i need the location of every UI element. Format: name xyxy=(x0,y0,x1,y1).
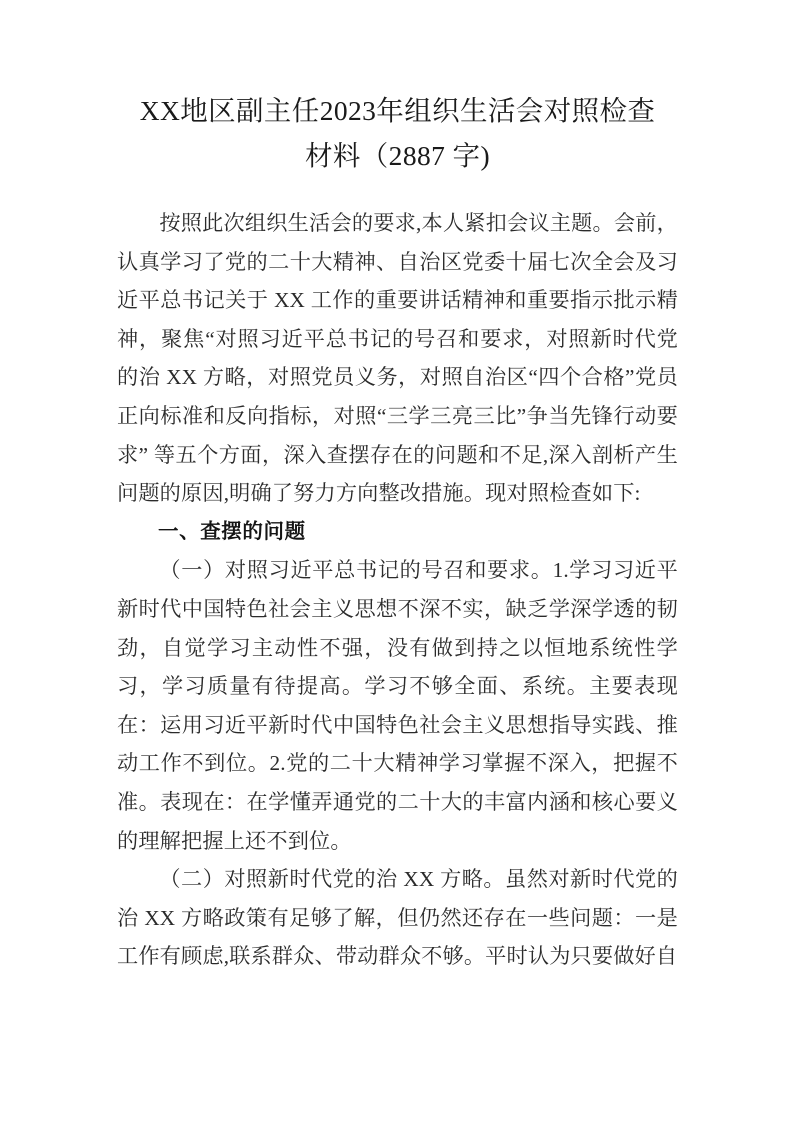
subsection-one-paragraph: （一）对照习近平总书记的号召和要求。1.学习习近平新时代中国特色社会主义思想不深不实，缺乏学深学透的韧劲，自觉学习主动性不强，没有做到持之以恒地系统性学习，学习质量有待提高。学习不够全面、系统。主要表现在：运用习近平新时代中国特色社会主义思想指导实践、推动工作不到位。2.党的二十大精神学习掌握不深入，把握不准。表现在：在学懂弄通党的二十大的丰富内涵和核心要义的理解把握上还不到位。 xyxy=(117,558,678,853)
page-title-line-1: XX地区副主任2023年组织生活会对照检查 xyxy=(139,95,656,126)
heading-section-one: 一、查摆的问题 xyxy=(158,519,306,543)
document-content-column xyxy=(117,0,678,976)
opening-paragraph: 按照此次组织生活会的要求,本人紧扣会议主题。会前，认真学习了党的二十大精神、自治区党委十届七次全会及习近平总书记关于 XX 工作的重要讲话精神和重要指示批示精神，聚焦“对照习近平总书记的号召和要求，对照新时代党的治 XX 方略，对照党员义务，对照自治区“四个合格”党员正向标准和反向指标，对照“三学三亮三比”争当先锋行动要求” 等五个方面，深入查摆存在的问题和不足,深入剖析产生问题的原因,明确了努力方向整改措施。现对照检查如下: xyxy=(117,211,678,506)
document-body xyxy=(117,204,678,976)
subsection-two-paragraph: （二）对照新时代党的治 XX 方略。虽然对新时代党的治 XX 方略政策有足够了解，但仍然还存在一些问题：一是工作有顾虑,联系群众、带动群众不够。平时认为只要做好自 xyxy=(117,867,678,969)
page-title-line-2: 材料（2887 字) xyxy=(304,140,491,171)
page-title xyxy=(117,0,678,178)
